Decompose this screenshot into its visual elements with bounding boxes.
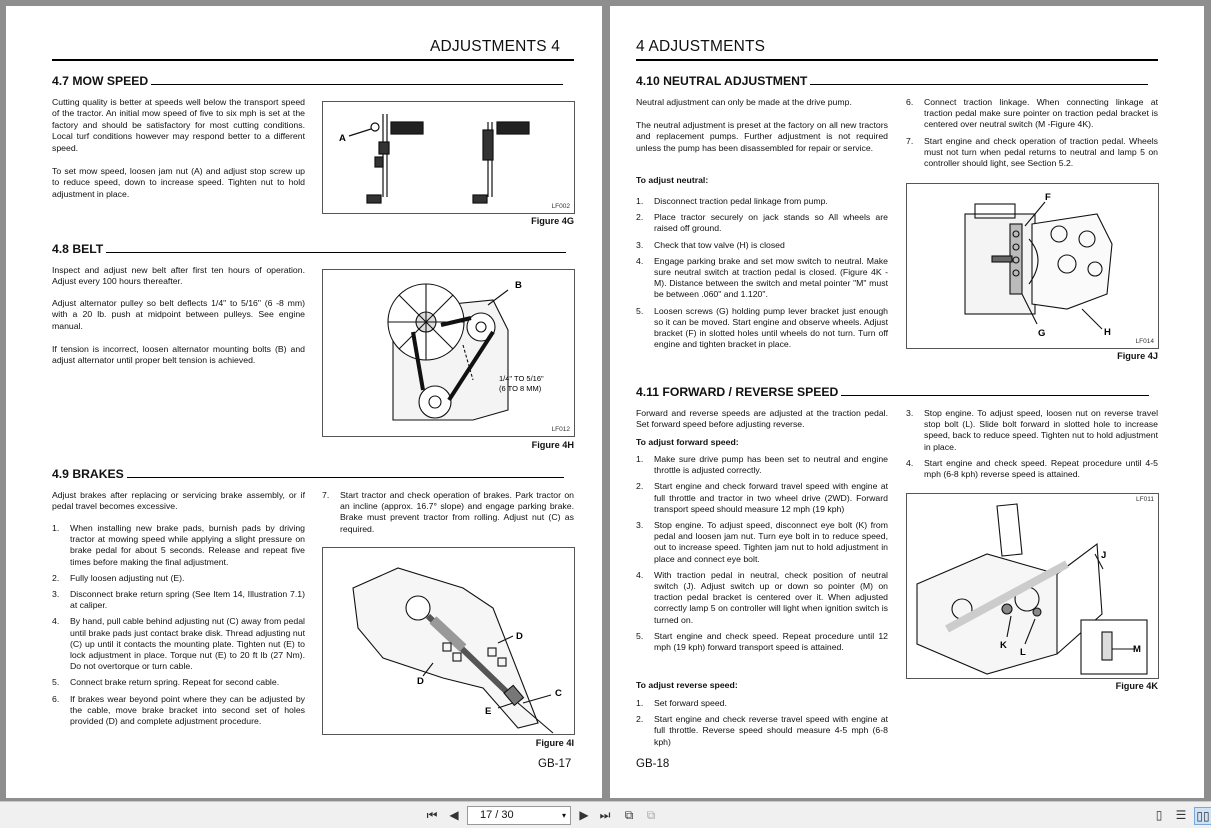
list-item: 1. Set forward speed.: [636, 698, 727, 708]
figure-code: LF011: [1136, 496, 1154, 503]
right-page: [610, 6, 1204, 798]
list-item: 7. Start tractor and check operation of brakes. Park tractor on an incline (approx. 16.7° slope) and engage parking brake. Brake must prevent tractor from rolling. Adjust nut (C) as required.: [322, 490, 574, 534]
subheading-forward-speed: To adjust forward speed:: [636, 437, 739, 447]
page-number: GB-17: [538, 758, 572, 770]
callout-a: A: [339, 133, 346, 144]
forward-icon[interactable]: ⧉: [646, 808, 656, 822]
reverse-speed-steps: [636, 698, 888, 753]
callout-l: L: [1020, 647, 1026, 658]
drive-pump-illustration: [907, 184, 1158, 348]
list-item: 4. Start engine and check speed. Repeat procedure until 4-5 mph (6-8 kph) reverse speed is attained.: [906, 457, 1158, 480]
list-item: 5. Connect brake return spring. Repeat for second cable.: [52, 677, 280, 688]
prev-page-icon[interactable]: ◀: [449, 808, 459, 822]
list-item: 2. Fully loosen adjusting nut (E).: [52, 572, 185, 583]
list-item: 5. Start engine and check speed. Repeat procedure until 12 mph (19 kph) forward transport speed is attained.: [636, 630, 888, 653]
section-title-4-8: 4.8 BELT: [52, 242, 566, 256]
figure-4i-caption: Figure 4I: [535, 738, 574, 748]
list-item: 4. By hand, pull cable behind adjusting nut (C) away from pedal until brake pads just contact brake disk. Thread adjusting nut (C) up until it contacts the mounting plate. Tighten nut (E) to lock adjustment in place. Torque nut (E) to 20 ft lb (27 Nm). Do not overtorque or turn cable.: [52, 616, 305, 672]
list-item: 1. Make sure drive pump has been set to neutral and engine throttle is adjusted correctly.: [636, 454, 888, 476]
figure-4g: [322, 101, 575, 214]
first-page-icon[interactable]: ⏮: [426, 808, 438, 822]
mow-speed-paragraph-1: Cutting quality is better at speeds well below the transport speed of the tractor. An initial mow speed of five to six mph is set at the factory and should be satisfactory for most cutting conditions. Local turf conditions however may respond better to a different speed.: [52, 97, 305, 153]
callout-m: M: [1133, 644, 1141, 655]
list-item: 4. With traction pedal in neutral, check position of neutral switch (J). Adjust switch up or down so pointer (M) on traction pedal bracket is centered over it. When adjusted correctly lamp 5 on controller will light when ignition switch is turned on.: [636, 569, 888, 625]
figure-4h-caption: Figure 4H: [531, 440, 574, 450]
list-item: 3. Stop engine. To adjust speed, disconnect eye bolt (K) from pedal and loosen jam nut. Turn eye bolt in to reduce speed, out to increase speed. Tighten jam nut to hold adjustment in place and connect eye bolt.: [636, 520, 888, 564]
speed-paragraph: Forward and reverse speeds are adjusted at the traction pedal. Set forward speed before adjusting reverse.: [636, 408, 888, 430]
callout-k: K: [1000, 640, 1007, 651]
section-title-4-11: 4.11 FORWARD / REVERSE SPEED: [636, 385, 1149, 399]
header-rule: [636, 59, 1158, 61]
reverse-speed-steps-continued: [906, 408, 1158, 485]
brakes-steps-list: [52, 523, 305, 732]
callout-b: B: [515, 280, 522, 291]
subheading-adjust-neutral: To adjust neutral:: [636, 175, 709, 185]
figure-4k-caption: Figure 4K: [1115, 681, 1158, 691]
page-header: ADJUSTMENTS 4: [430, 38, 561, 55]
page-number: GB-18: [636, 758, 670, 770]
mow-speed-paragraph-2: To set mow speed, loosen jam nut (A) and adjust stop screw up to reduce speed, down to increase speed. Tighten nut to hold adjustment in place.: [52, 166, 305, 199]
belt-paragraph-3: If tension is incorrect, loosen alternator mounting bolts (B) and adjust alternator until proper belt tension is achieved.: [52, 344, 305, 366]
forward-speed-steps: [636, 454, 888, 658]
figure-code: LF012: [551, 426, 570, 433]
list-item: 5. Loosen screws (G) holding pump lever bracket just enough so it can be moved. Start engine and observe wheels. Adjust bracket (F) in slotted holes until wheels do not turn. Turn off engine and tighten bracket in place.: [636, 305, 888, 350]
facing-pages-icon[interactable]: ▯▯: [1194, 807, 1211, 825]
list-item: 3. Stop engine. To adjust speed, loosen nut on reverse travel stop bolt (L). Slide bolt forward in slotted hole to increase speed, back to reduce speed. Tighten nut to hold adjustment in place.: [906, 408, 1158, 452]
deflection-note-2: (6 TO 8 MM): [499, 384, 542, 393]
neutral-steps-list: [636, 196, 888, 355]
callout-g: G: [1038, 328, 1046, 339]
figure-code: LF014: [1135, 338, 1154, 345]
callout-c: C: [555, 688, 562, 699]
list-item: 4. Engage parking brake and set mow switch to neutral. Make sure neutral switch at traction pedal is closed. (Figure 4K - M). Distance between the switch and metal pointer "M" must be between .060" and 1.120".: [636, 255, 888, 300]
belt-paragraph-2: Adjust alternator pulley so belt deflects 1/4" to 5/16" (6 -8 mm) with a 20 lb. push at midpoint between pulleys. See engine manual.: [52, 298, 305, 331]
figure-4j-caption: Figure 4J: [1117, 351, 1158, 361]
figure-4j: [906, 183, 1159, 349]
list-item: 1. Disconnect traction pedal linkage from pump.: [636, 196, 828, 206]
section-title-4-9: 4.9 BRAKES: [52, 467, 564, 481]
list-item: 6. Connect traction linkage. When connecting linkage at traction pedal make sure pointer on traction pedal bracket is centered over neutral switch (M -Figure 4K).: [906, 97, 1158, 130]
figure-4g-caption: Figure 4G: [531, 216, 574, 226]
page-header: 4 ADJUSTMENTS: [636, 38, 766, 55]
section-title-4-7: 4.7 MOW SPEED: [52, 74, 563, 88]
neutral-paragraph-2: The neutral adjustment is preset at the factory on all new tractors and replacement pumps. Further adjustment is not required unless the pump has been disassembled for repair or service.: [636, 120, 888, 153]
list-item: 7. Start engine and check operation of traction pedal. Wheels must not turn when pedal returns to neutral and lamp 5 on controller should light, see Section 5.2.: [906, 135, 1158, 169]
callout-h: H: [1104, 327, 1111, 338]
callout-e: E: [485, 706, 492, 717]
callout-f: F: [1045, 192, 1051, 203]
list-item: 1. When installing new brake pads, burnish pads by driving tractor at mowing speed while applying a slight pressure on brake pedal for about 5 seconds. Release and repeat five times before making the final adjustment.: [52, 523, 305, 567]
page-indicator: 17 / 30: [480, 809, 514, 821]
header-rule: [52, 59, 574, 61]
last-page-icon[interactable]: ⏭: [599, 808, 611, 822]
continuous-icon[interactable]: ☰: [1175, 808, 1187, 822]
section-title-4-10: 4.10 NEUTRAL ADJUSTMENT: [636, 74, 1148, 88]
belt-paragraph-1: Inspect and adjust new belt after first ten hours of operation. Adjust every 100 hours thereafter.: [52, 265, 305, 287]
deflection-note-1: 1/4" TO 5/16": [499, 374, 544, 383]
figure-4h: [322, 269, 575, 437]
callout-d-2: D: [417, 676, 424, 687]
callout-j: J: [1101, 550, 1107, 561]
figure-4i: [322, 547, 575, 735]
neutral-paragraph-1: Neutral adjustment can only be made at the drive pump.: [636, 97, 852, 107]
neutral-steps-list-continued: [906, 97, 1158, 174]
list-item: 2. Start engine and check reverse travel speed with engine at full throttle. Reverse speed should measure 4-5 mph (6-8 kph): [636, 714, 888, 747]
chevron-down-icon[interactable]: ▾: [561, 811, 566, 820]
brakes-step-7: [322, 490, 574, 540]
subheading-reverse-speed: To adjust reverse speed:: [636, 680, 738, 690]
list-item: 2. Place tractor securely on jack stands so All wheels are raised off ground.: [636, 212, 888, 234]
next-page-icon[interactable]: ▶: [579, 808, 589, 822]
list-item: 3. Disconnect brake return spring (See Item 14, Illustration 7.1) at caliper.: [52, 589, 305, 611]
engine-belt-illustration: [323, 270, 574, 436]
callout-d-1: D: [516, 631, 523, 642]
figure-4k: [906, 493, 1159, 679]
traction-pedal-illustration: [907, 494, 1158, 678]
single-page-icon[interactable]: ▯: [1155, 808, 1163, 822]
list-item: 6. If brakes wear beyond point where they can be adjusted by the cable, move brake bracket into second set of holes provided (D) and complete adjustment procedure.: [52, 693, 305, 727]
brakes-intro: Adjust brakes after replacing or servicing brake assembly, or if pedal travel becomes excessive.: [52, 490, 305, 512]
figure-code: LF002: [551, 203, 570, 210]
pedal-illustration: [323, 102, 574, 213]
list-item: 2. Start engine and check forward travel speed with engine at full throttle and tractor in two wheel drive (2WD). Forward transport speed should measure 12 mph (19 kph): [636, 481, 888, 514]
list-item: 3. Check that tow valve (H) is closed: [636, 239, 785, 250]
brake-cable-illustration: [323, 548, 574, 734]
page-number-input[interactable]: [467, 806, 571, 825]
left-page: [6, 6, 602, 798]
back-icon[interactable]: ⧉: [624, 808, 634, 822]
viewer-toolbar: [0, 801, 1211, 828]
